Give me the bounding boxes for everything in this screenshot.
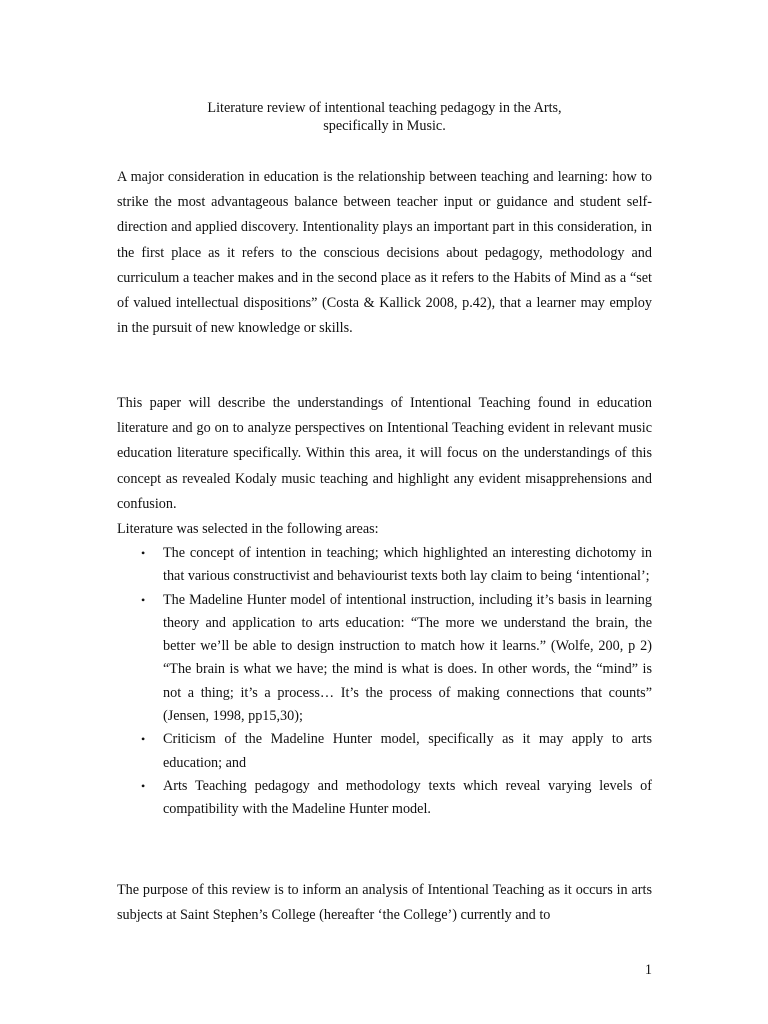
document-title xyxy=(117,99,652,135)
list-intro: Literature was selected in the following areas: xyxy=(117,521,379,537)
paragraph-scope: This paper will describe the understandings of Intentional Teaching found in education literature and go on to analyze perspectives on Intentional Teaching evident in relevant music education literature specifically. Within this area, it will focus on the understandings of this concept as revealed Kodaly music teaching and highlight any evident misapprehensions and confusion. xyxy=(117,395,652,512)
title-line-2: specifically in Music. xyxy=(323,118,446,134)
list-item xyxy=(117,542,652,589)
bullet-icon: • xyxy=(141,592,146,607)
bullet-icon: • xyxy=(141,732,146,747)
list-item xyxy=(117,775,652,822)
list-item xyxy=(117,728,652,775)
bullet-icon: • xyxy=(141,546,146,560)
list-item-text: Arts Teaching pedagogy and methodology texts which reveal varying levels of compatibility with the Madeline Hunter model. xyxy=(163,777,652,818)
list-item xyxy=(117,589,652,729)
literature-areas-list xyxy=(117,542,652,822)
page-number: 1 xyxy=(644,962,652,978)
bullet-icon: • xyxy=(141,778,146,793)
list-item-text: Criticism of the Madeline Hunter model, specifically as it may apply to arts education; and xyxy=(163,731,652,771)
list-item-text: The Madeline Hunter model of intentional instruction, including it’s basis in learning theory and application to arts education: “The more we understand the brain, the better we’ll be able to design instruction to match how it learns.” (Wolfe, 200, p 2) “The brain is what we have; the mind is what is does. In other words, the “mind” is not a thing; it’s a process… It’s the process of making connections that counts” (Jensen, 1998, pp15,30); xyxy=(163,591,652,725)
title-line-1: Literature review of intentional teaching pedagogy in the Arts, xyxy=(207,100,562,116)
list-item-text: The concept of intention in teaching; which highlighted an interesting dichotomy in that various constructivist and behaviourist texts both lay claim to being ‘intentional’; xyxy=(163,545,652,585)
paragraph-purpose: The purpose of this review is to inform an analysis of Intentional Teaching as it occurs in arts subjects at Saint Stephen’s College (hereafter ‘the College’) currently and to xyxy=(117,882,652,924)
paragraph-intro: A major consideration in education is the relationship between teaching and learning: how to strike the most advantageous balance between teacher input or guidance and student self-direction and applied discovery. Intentionality plays an important part in this consideration, in the first place as it refers to the conscious decisions about pedagogy, methodology and curriculum a teacher makes and in the second place as it refers to the Habits of Mind as a “set of valued intellectual dispositions” (Costa & Kallick 2008, p.42), that a learner may employ in the pursuit of new knowledge or skills. xyxy=(117,169,652,337)
